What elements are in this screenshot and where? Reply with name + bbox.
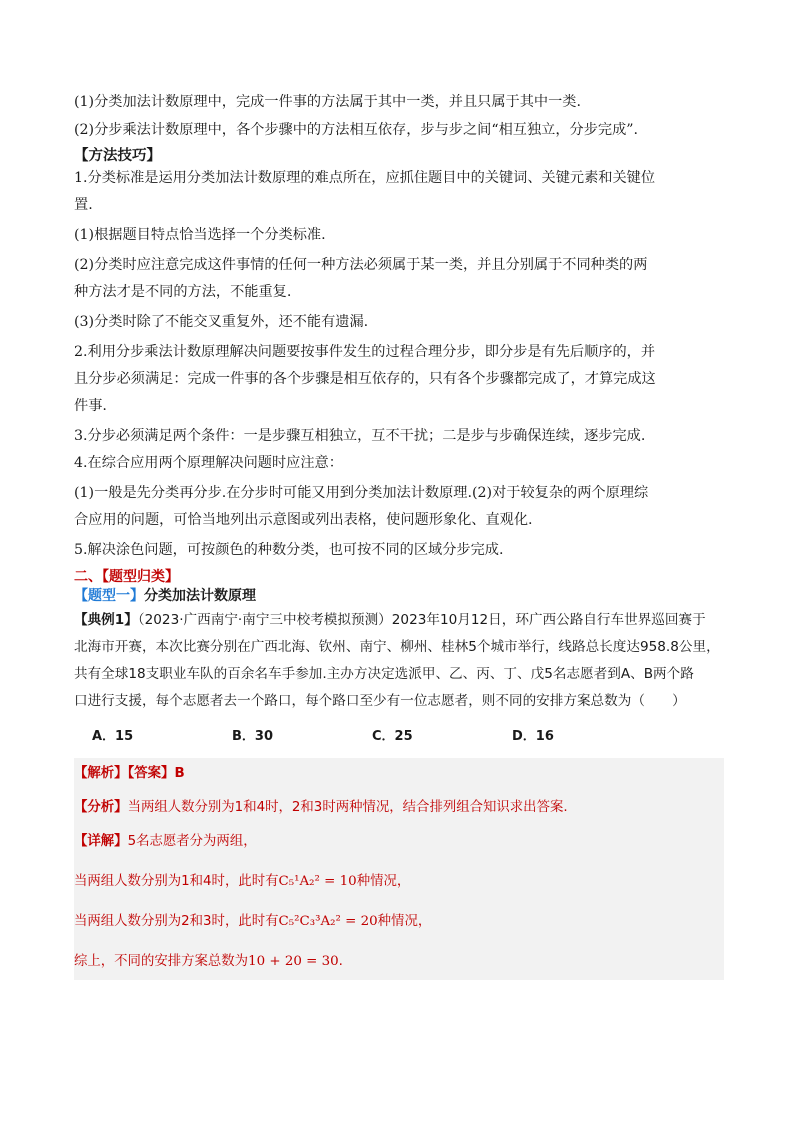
summary-formula: 10 + 20 = 30: [248, 954, 339, 969]
question-type-title: [74, 586, 724, 606]
choice-b: B．30: [232, 729, 273, 744]
xiangjie-text: 5名志愿者分为两组，: [127, 834, 257, 849]
case-1-tail: 种情况，: [356, 874, 411, 889]
choice-d: D．16: [512, 729, 554, 744]
case-1-text: 当两组人数分别为1和4时，此时有: [74, 874, 279, 889]
xiangjie-tag: 【详解】: [74, 834, 128, 849]
answer-tag: 【答案】: [127, 766, 175, 781]
fenxi-text: 当两组人数分别为1和4时，2和3时两种情况，结合排列组合知识求出答案.: [127, 800, 568, 815]
document-page: [74, 92, 724, 980]
method-line: 置.: [74, 197, 93, 213]
method-line: (1)一般是先分类再分步.在分步时可能又用到分类加法计数原理.(2)对于较复杂的两个原理综: [74, 485, 649, 501]
method-line: 且分步必须满足：完成一件事的各个步骤是相互依存的，只有各个步骤都完成了，才算完成这: [74, 371, 656, 387]
case-2-text: 当两组人数分别为2和3时，此时有: [74, 914, 279, 929]
summary-tail: .: [338, 954, 343, 969]
analysis-line: [74, 798, 724, 818]
detail-line: [74, 832, 724, 852]
answer-line: [74, 764, 724, 784]
example-text-line: 2023年10月12日，环广西公路自行车世界巡回赛于: [391, 612, 706, 628]
example-label: 【典例1】: [74, 612, 138, 628]
fenxi-tag: 【分析】: [74, 800, 128, 815]
case-1-line: [74, 872, 724, 892]
principle-line-1: (1)分类加法计数原理中，完成一件事的方法属于其中一类，并且只属于其中一类.: [74, 94, 581, 110]
case-2-tail: 种情况，: [377, 914, 432, 929]
method-line: (1)根据题目特点恰当选择一个分类标准.: [74, 227, 326, 243]
example-text-line: 北海市开赛，本次比赛分别在广西北海、钦州、南宁、柳州、桂林5个城市举行，线路总长度达958.8公里，: [74, 639, 720, 655]
example-text-line: 口进行支援，每个志愿者去一个路口，每个路口至少有一位志愿者，则不同的安排方案总数为（ ）: [74, 693, 686, 709]
section-title: 二、【题型归类】: [74, 569, 179, 585]
answer-choices: [74, 725, 724, 744]
choice-c: C．25: [372, 729, 413, 744]
solution-box: [74, 758, 724, 980]
methods-list: [74, 168, 724, 560]
example-text-line: 共有全球18支职业车队的百余名车手参加.主办方决定选派甲、乙、丙、丁、戊5名志愿者到A、B两个路: [74, 666, 694, 682]
method-line: 件事.: [74, 398, 107, 414]
case-1-formula: C₅¹A₂² = 10: [278, 874, 357, 889]
case-2-formula: C₅²C₃³A₂² = 20: [278, 914, 378, 929]
method-line: 5.解决涂色问题，可按颜色的种数分类，也可按不同的区域分步完成.: [74, 542, 504, 558]
method-line: 2.利用分步乘法计数原理解决问题要按事件发生的过程合理分步，即分步是有先后顺序的，并: [74, 344, 656, 360]
methods-heading: 【方法技巧】: [74, 148, 161, 164]
method-line: 合应用的问题，可恰当地列出示意图或列出表格，使问题形象化、直观化.: [74, 512, 533, 528]
method-line: 4.在综合应用两个原理解决问题时应注意：: [74, 455, 343, 471]
example-source: （2023·广西南宁·南宁三中校考模拟预测）: [137, 612, 392, 628]
method-line: (2)分类时应注意完成这件事情的任何一种方法必须属于某一类，并且分别属于不同种类的两: [74, 257, 648, 273]
method-line: 1.分类标准是运用分类加法计数原理的难点所在，应抓住题目中的关键词、关键元素和关键位: [74, 170, 656, 186]
method-line: 3.分步必须满足两个条件：一是步骤互相独立，互不干扰；二是步与步确保连续，逐步完成.: [74, 428, 646, 444]
summary-text: 综上，不同的安排方案总数为: [74, 954, 249, 969]
question-type-name: 分类加法计数原理: [144, 588, 256, 604]
analysis-tag: 【解析】: [74, 766, 128, 781]
choice-a: A．15: [92, 729, 134, 744]
question-type-tag: 【题型一】: [74, 588, 144, 604]
answer-value: B: [174, 766, 185, 781]
case-2-line: [74, 912, 724, 932]
example-question: [74, 610, 724, 711]
summary-line: [74, 952, 724, 972]
principle-line-2: (2)分步乘法计数原理中，各个步骤中的方法相互依存，步与步之间“相互独立，分步完成”.: [74, 122, 639, 138]
method-line: (3)分类时除了不能交叉重复外，还不能有遗漏.: [74, 314, 369, 330]
method-line: 种方法才是不同的方法，不能重复.: [74, 284, 292, 300]
